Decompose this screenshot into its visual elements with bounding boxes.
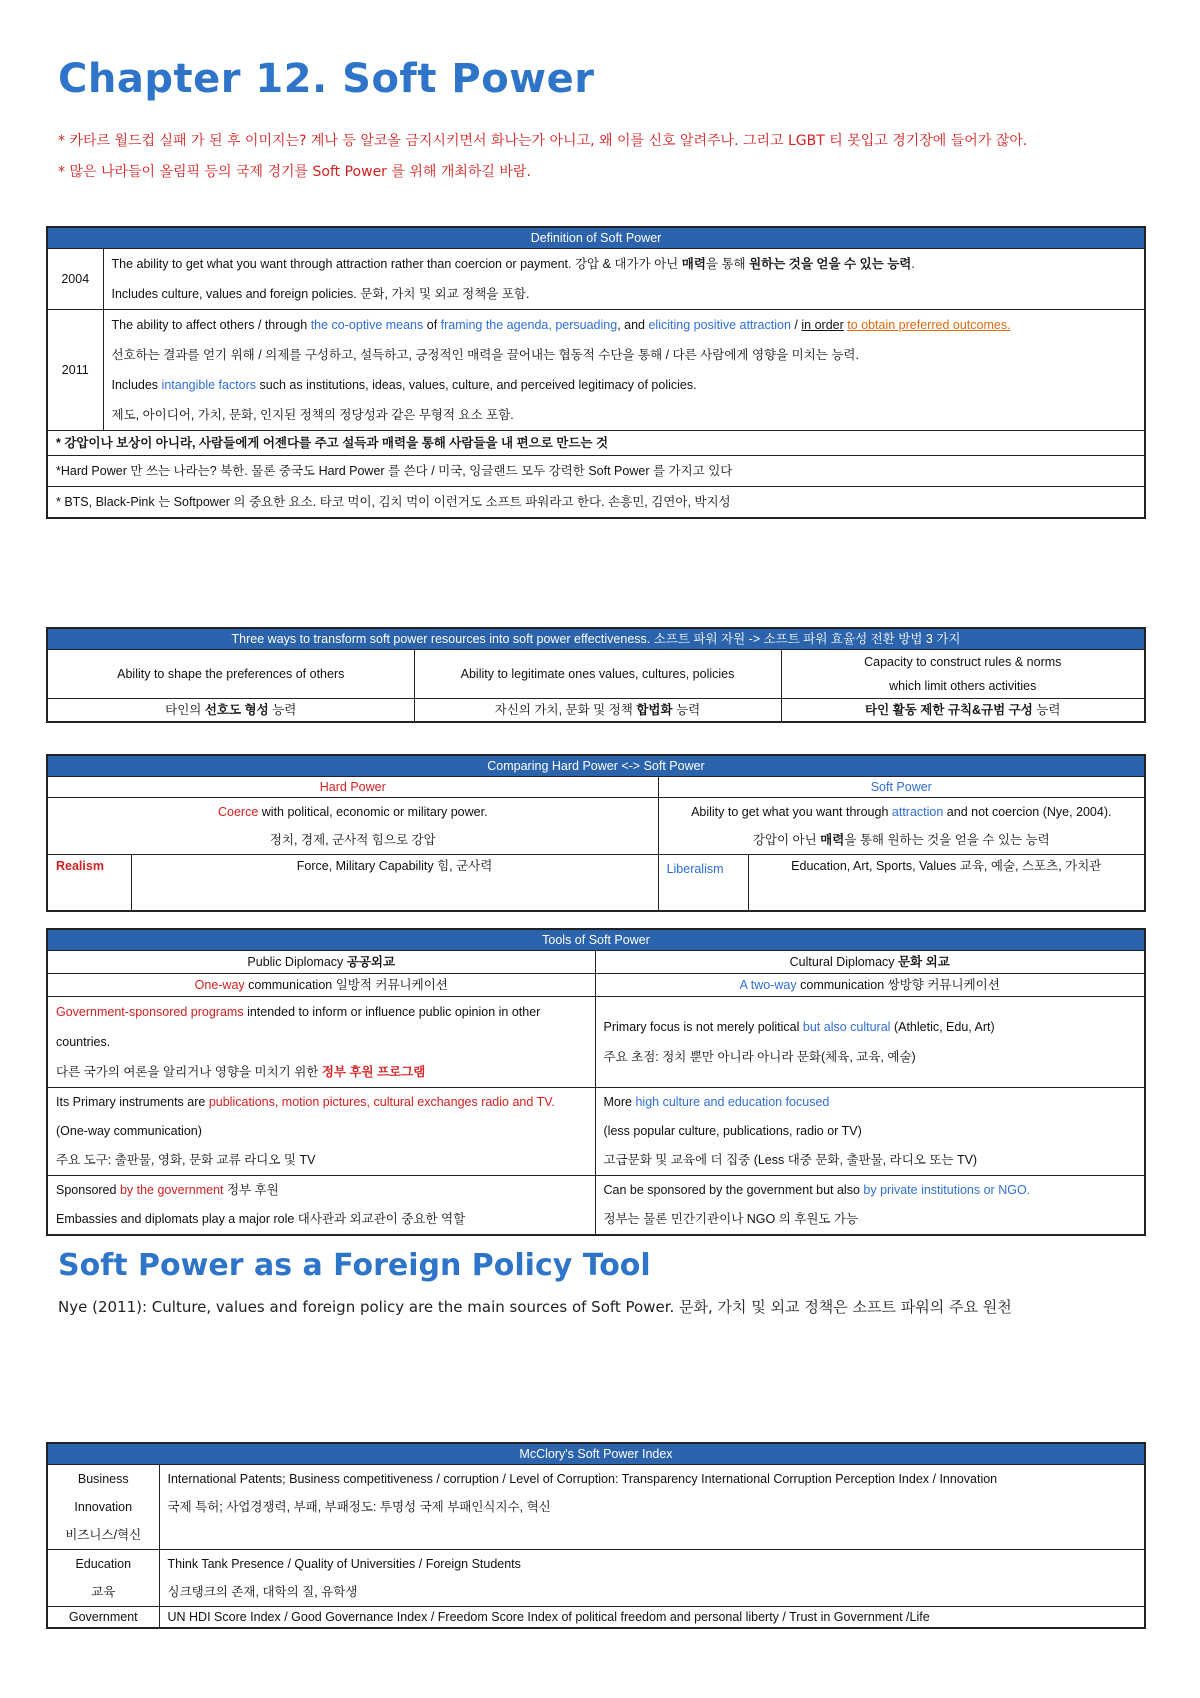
tools-table (46, 928, 1146, 1236)
definition-header: Definition of Soft Power (47, 227, 1145, 249)
definition-2004: The ability to get what you want through attraction rather than coercion or payment. 강압 & 대가가 아닌 매력을 통해 원하는 것을 얻을 수 있는 능력. Includes culture, values and foreign policies. 문화, 가치 및 외교 정책을 포함. (103, 249, 1145, 310)
category-education: Education 교육 (47, 1550, 159, 1607)
category-business-innovation: Business Innovation 비즈니스/혁신 (47, 1465, 159, 1550)
education-metrics: Think Tank Presence / Quality of Universities / Foreign Students 싱크탱크의 존재, 대학의 질, 유학생 (159, 1550, 1145, 1607)
three-ways-table (46, 627, 1146, 723)
definition-table (46, 226, 1146, 519)
section-title-foreign-policy: Soft Power as a Foreign Policy Tool (58, 1248, 651, 1283)
mcclory-header: McClory's Soft Power Index (47, 1443, 1145, 1465)
public-sponsorship: Sponsored by the government 정부 후원 Embassies and diplomats play a major role 대사관과 외교관이 중요한 역할 (47, 1176, 595, 1236)
note-olympics: * 많은 나라들이 올림픽 등의 국제 경기를 Soft Power 를 위해 개최하길 바람. (58, 164, 531, 180)
liberalism-desc: Education, Art, Sports, Values 교육, 예술, 스포츠, 가치관 (748, 855, 1145, 911)
definition-note-1: * 강압이나 보상이 아니라, 사람들에게 어젠다를 주고 설득과 매력을 통해 사람들을 내 편으로 만드는 것 (47, 431, 1145, 456)
way-2-en: Ability to legitimate ones values, cultures, policies (414, 650, 781, 699)
public-instruments: Its Primary instruments are publications, motion pictures, cultural exchanges radio and TV. (One-way communication) 주요 도구: 출판물, 영화, 문화 교류 라디오 및 TV (47, 1088, 595, 1176)
public-communication: One-way communication 일방적 커뮤니케이션 (47, 974, 595, 997)
cultural-communication: A two-way communication 쌍방향 커뮤니케이션 (595, 974, 1145, 997)
way-3-en: Capacity to construct rules & norms which limit others activities (781, 650, 1145, 699)
three-ways-header: Three ways to transform soft power resources into soft power effectiveness. 소프트 파워 자원 -> 소프트 파워 효율성 전환 방법 3 가지 (47, 628, 1145, 650)
cultural-instruments: More high culture and education focused (less popular culture, publications, radio or TV) 고급문화 및 교육에 더 집중 (Less 대중 문화, 출판물, 라디오 또는 TV) (595, 1088, 1145, 1176)
definition-2011-includes-korean: 제도, 아이디어, 가치, 문화, 인지된 정책의 정당성과 같은 무형적 요소 포함. (111, 408, 514, 422)
definition-2011: The ability to affect others / through the co-optive means of framing the agenda, persuading, and eliciting positive attraction / in order to obtain preferred outcomes. 선호하는 결과를 얻기 위해 / 의제를 구성하고, 설득하고, 긍정적인 매력을 끌어내는 협동적 수단을 통해 / 다른 사람에게 영향을 미치는 능력. Includes intangible factors such as institutions, ideas, values, culture, and perceived legitimacy of policies. 제도, 아이디어, 가치, 문화, 인지된 정책의 정당성과 같은 무형적 요소 포함. (103, 310, 1145, 431)
liberalism-label: Liberalism (658, 855, 748, 911)
definition-note-3: * BTS, Black-Pink 는 Softpower 의 중요한 요소. 타코 먹이, 김치 먹이 이런거도 소프트 파워라고 한다. 손흥민, 김연아, 박지성 (47, 487, 1145, 519)
year-2004: 2004 (47, 249, 103, 310)
hard-power-heading: Hard Power (47, 777, 658, 798)
way-1-ko: 타인의 선호도 형성 능력 (47, 699, 414, 723)
note-worldcup: * 카타르 월드컵 실패 가 된 후 이미지는? 계나 등 알코올 금지시키면서 화나는가 아니고, 왜 이를 신호 알려주나. 그리고 LGBT 티 못입고 경기장에 들어가 잖아. (58, 133, 1028, 149)
soft-power-definition: Ability to get what you want through attraction and not coercion (Nye, 2004). 강압이 아닌 매력을 통해 원하는 것을 얻을 수 있는 능력 (658, 798, 1145, 855)
realism-desc: Force, Military Capability 힘, 군사력 (131, 855, 658, 911)
year-2011: 2011 (47, 310, 103, 431)
mcclory-table (46, 1442, 1146, 1629)
cultural-focus: Primary focus is not merely political but also cultural (Athletic, Edu, Art) 주요 초점: 정치 뿐만 아니라 아니라 문화(체육, 교육, 예술) (595, 997, 1145, 1088)
definition-2004-includes: Includes culture, values and foreign policies. 문화, 가치 및 외교 정책을 포함. (111, 287, 530, 301)
cultural-sponsorship: Can be sponsored by the government but also by private institutions or NGO. 정부는 물론 민간기관이나 NGO 의 후원도 가능 (595, 1176, 1145, 1236)
intro-notes (58, 126, 1148, 188)
nye-2011-text: Nye (2011): Culture, values and foreign policy are the main sources of Soft Power. 문화, 가치 및 외교 정책은 소프트 파워의 주요 원천 (58, 1298, 1012, 1316)
definition-note-2: *Hard Power 만 쓰는 나라는? 북한. 물론 중국도 Hard Power 를 쓴다 / 미국, 잉글랜드 모두 강력한 Soft Power 를 가지고 있다 (47, 456, 1145, 487)
page-title: Chapter 12. Soft Power (58, 56, 595, 102)
category-government: Government (47, 1607, 159, 1629)
comparing-table (46, 754, 1146, 912)
hard-power-definition: Coerce with political, economic or military power. 정치, 경제, 군사적 힘으로 강압 (47, 798, 658, 855)
tools-header: Tools of Soft Power (47, 929, 1145, 951)
public-diplomacy-heading: Public Diplomacy 공공외교 (47, 951, 595, 974)
soft-power-heading: Soft Power (658, 777, 1145, 798)
public-programs: Government-sponsored programs intended to inform or influence public opinion in other countries. 다른 국가의 여론을 알리거나 영향을 미치기 위한 정부 후원 프로그램 (47, 997, 595, 1088)
way-1-en: Ability to shape the preferences of others (47, 650, 414, 699)
way-3-ko: 타인 활동 제한 규칙&규범 구성 능력 (781, 699, 1145, 723)
definition-2011-korean: 선호하는 결과를 얻기 위해 / 의제를 구성하고, 설득하고, 긍정적인 매력을 끌어내는 협동적 수단을 통해 / 다른 사람에게 영향을 미치는 능력. (111, 348, 859, 362)
business-innovation-metrics: International Patents; Business competitiveness / corruption / Level of Corruption: Transparency International Corruption Perception Index / Innovation 국제 특허; 사업경쟁력, 부패, 부패정도: 투명성 국제 부패인식지수, 혁신 (159, 1465, 1145, 1550)
way-2-ko: 자신의 가치, 문화 및 정책 합법화 능력 (414, 699, 781, 723)
comparing-header: Comparing Hard Power <-> Soft Power (47, 755, 1145, 777)
realism-label: Realism (47, 855, 131, 911)
cultural-diplomacy-heading: Cultural Diplomacy 문화 외교 (595, 951, 1145, 974)
government-metrics: UN HDI Score Index / Good Governance Index / Freedom Score Index of political freedom and personal liberty / Trust in Government /Life (159, 1607, 1145, 1629)
